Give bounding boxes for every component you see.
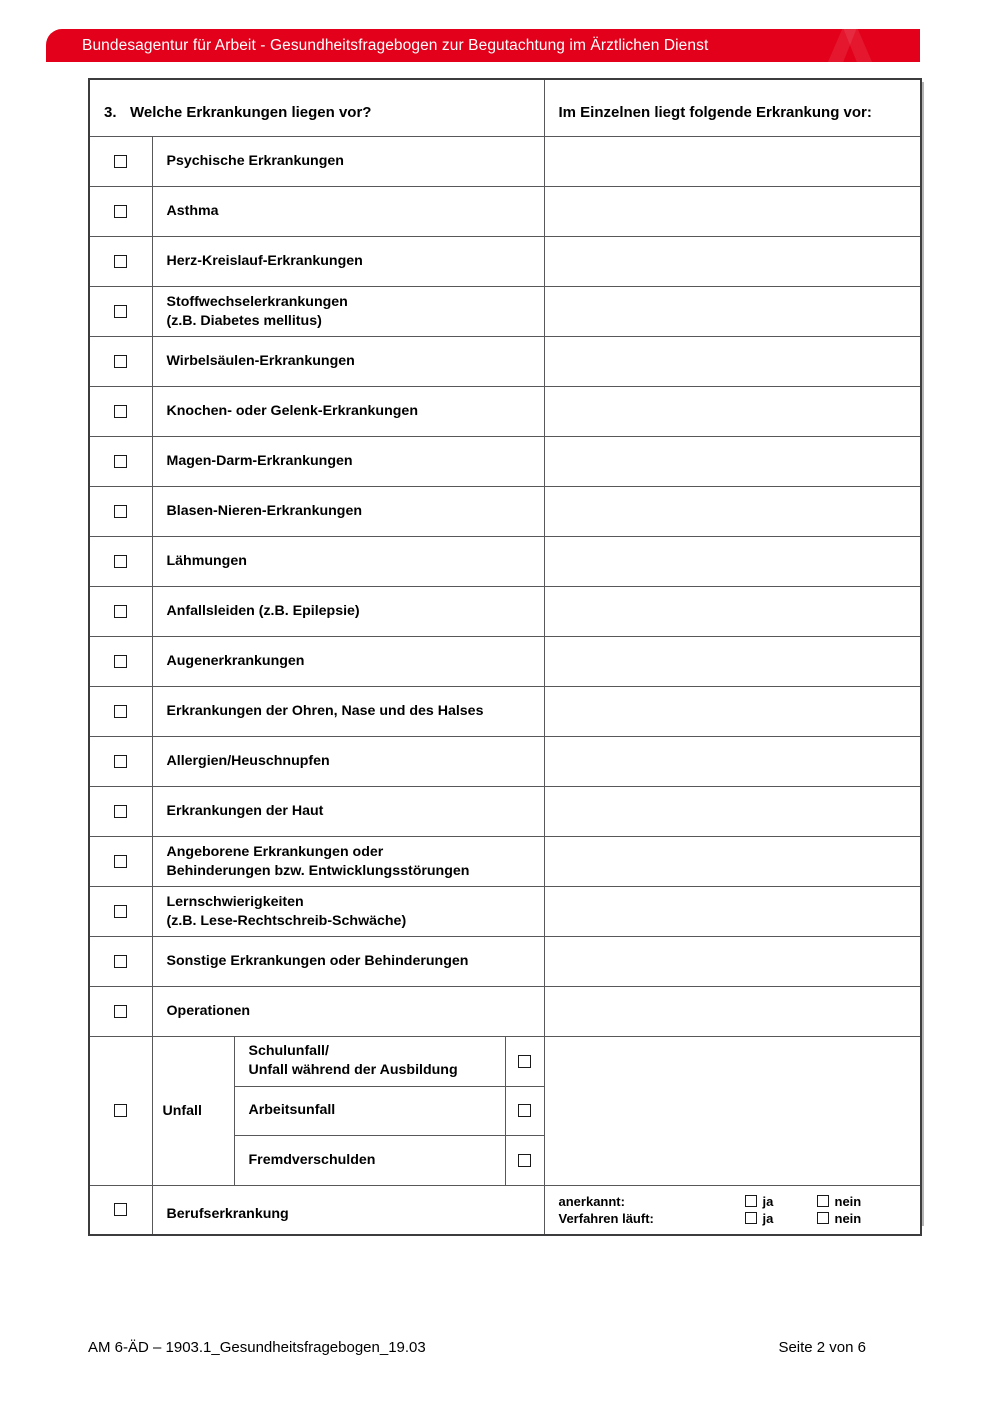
illness-label: Blasen-Nieren-Erkrankungen <box>166 503 363 520</box>
option-no-verfahren[interactable] <box>817 1210 911 1227</box>
label-cell <box>152 837 544 887</box>
empty-checkbox-icon[interactable] <box>114 155 127 168</box>
accident-group-cell <box>152 1037 544 1186</box>
illness-label: Erkrankungen der Ohren, Nase und des Halses <box>166 703 484 720</box>
label-cell <box>152 287 544 337</box>
checkbox-cell-stoffwechsel[interactable] <box>89 287 152 337</box>
label-cell <box>152 937 544 987</box>
detail-input-cell[interactable] <box>544 837 921 887</box>
option-question: Verfahren läuft: <box>558 1211 654 1226</box>
empty-checkbox-icon[interactable] <box>114 855 127 868</box>
checkbox-cell-berufserkrankung[interactable] <box>89 1186 152 1236</box>
illness-label: Sonstige Erkrankungen oder Behinderungen <box>166 953 469 970</box>
table-row <box>89 187 921 237</box>
table-row <box>89 937 921 987</box>
empty-checkbox-icon[interactable] <box>518 1055 531 1068</box>
empty-checkbox-icon[interactable] <box>114 755 127 768</box>
table-row <box>89 837 921 887</box>
question-title: Welche Erkrankungen liegen vor? <box>130 104 372 121</box>
table-row <box>89 687 921 737</box>
illness-label: Lähmungen <box>166 553 247 570</box>
detail-input-cell[interactable] <box>544 687 921 737</box>
detail-column-header-cell <box>544 79 921 137</box>
empty-checkbox-icon[interactable] <box>114 805 127 818</box>
empty-checkbox-icon[interactable] <box>114 255 127 268</box>
accident-sub-label-cell <box>235 1135 506 1185</box>
empty-checkbox-icon[interactable] <box>114 1203 127 1216</box>
accident-sub-checkbox-cell-arbeitsunfall[interactable] <box>505 1086 544 1135</box>
illness-label: Knochen- oder Gelenk-Erkrankungen <box>166 403 418 420</box>
accident-sub-label-cell <box>235 1037 506 1086</box>
empty-checkbox-icon[interactable] <box>817 1212 829 1224</box>
table-row <box>89 637 921 687</box>
illness-label: Magen-Darm-Erkrankungen <box>166 453 353 470</box>
illness-label-line2: Behinderungen bzw. Entwicklungsstörungen <box>166 862 470 879</box>
accident-sub-label: Fremdverschulden <box>248 1151 376 1168</box>
label-cell <box>152 787 544 837</box>
table-row <box>89 587 921 637</box>
label-cell <box>152 337 544 387</box>
illness-label: Augenerkrankungen <box>166 653 305 670</box>
label-cell <box>152 437 544 487</box>
empty-checkbox-icon[interactable] <box>114 1104 127 1117</box>
checkbox-cell-haut[interactable] <box>89 787 152 837</box>
empty-checkbox-icon[interactable] <box>114 205 127 218</box>
illness-label: Wirbelsäulen-Erkrankungen <box>166 353 355 370</box>
empty-checkbox-icon[interactable] <box>518 1154 531 1167</box>
illness-form-table <box>88 78 922 1236</box>
detail-input-cell[interactable] <box>544 637 921 687</box>
header-title: Bundesagentur für Arbeit - Gesundheitsfragebogen zur Begutachtung im Ärztlichen Dienst <box>82 36 709 54</box>
table-row <box>89 737 921 787</box>
document-id: AM 6-ÄD – 1903.1_Gesundheitsfragebogen_19.03 <box>88 1339 426 1356</box>
detail-input-cell[interactable] <box>544 987 921 1037</box>
empty-checkbox-icon[interactable] <box>114 605 127 618</box>
empty-checkbox-icon[interactable] <box>817 1195 829 1207</box>
checkbox-cell-allergien[interactable] <box>89 737 152 787</box>
detail-input-cell[interactable] <box>544 487 921 537</box>
empty-checkbox-icon[interactable] <box>114 355 127 368</box>
option-row-anerkannt <box>559 1193 911 1210</box>
checkbox-cell-anfallsleiden[interactable] <box>89 587 152 637</box>
occupational-disease-options-cell <box>544 1186 921 1236</box>
label-cell <box>152 187 544 237</box>
label-cell <box>152 237 544 287</box>
checkbox-cell-knochen-gelenk[interactable] <box>89 387 152 437</box>
occupational-disease-label-cell <box>152 1186 544 1236</box>
ba-logo-a-watermark <box>792 29 912 62</box>
empty-checkbox-icon[interactable] <box>114 405 127 418</box>
empty-checkbox-icon[interactable] <box>114 305 127 318</box>
detail-input-cell[interactable] <box>544 537 921 587</box>
option-yes-label: ja <box>762 1194 774 1209</box>
table-row <box>89 987 921 1037</box>
checkbox-cell-laehmungen[interactable] <box>89 537 152 587</box>
empty-checkbox-icon[interactable] <box>745 1212 757 1224</box>
detail-input-cell[interactable] <box>544 937 921 987</box>
illness-label: Allergien/Heuschnupfen <box>166 753 330 770</box>
option-yes-anerkannt[interactable] <box>745 1193 817 1210</box>
table-row <box>89 887 921 937</box>
option-no-label: nein <box>834 1194 862 1209</box>
table-row <box>89 337 921 387</box>
illness-label-line2: (z.B. Diabetes mellitus) <box>166 312 322 329</box>
accident-group-label-cell <box>153 1037 235 1185</box>
occupational-disease-row <box>89 1186 921 1236</box>
detail-input-cell[interactable] <box>544 437 921 487</box>
empty-checkbox-icon[interactable] <box>518 1104 531 1117</box>
checkbox-cell-unfall[interactable] <box>89 1037 152 1186</box>
option-no-label: nein <box>834 1211 862 1226</box>
detail-input-cell[interactable] <box>544 287 921 337</box>
detail-input-cell[interactable] <box>544 237 921 287</box>
option-question: anerkannt: <box>558 1194 625 1209</box>
page-number: Seite 2 von 6 <box>778 1339 866 1356</box>
table-row <box>89 287 921 337</box>
detail-input-cell[interactable] <box>544 337 921 387</box>
label-cell <box>152 537 544 587</box>
checkbox-cell-herz-kreislauf[interactable] <box>89 237 152 287</box>
checkbox-cell-asthma[interactable] <box>89 187 152 237</box>
label-cell <box>152 887 544 937</box>
table-row <box>89 487 921 537</box>
empty-checkbox-icon[interactable] <box>114 655 127 668</box>
label-cell <box>152 687 544 737</box>
accident-sub-checkbox-cell-fremdverschulden[interactable] <box>505 1135 544 1185</box>
question-number: 3. <box>104 104 117 121</box>
illness-label: Herz-Kreislauf-Erkrankungen <box>166 253 363 270</box>
checkbox-cell-sonstige[interactable] <box>89 937 152 987</box>
page-footer <box>88 1339 920 1356</box>
table-body <box>89 79 921 1235</box>
detail-input-cell[interactable] <box>544 887 921 937</box>
table-row <box>89 387 921 437</box>
table-row <box>89 787 921 837</box>
label-cell <box>152 587 544 637</box>
checkbox-cell-wirbelsaeulen[interactable] <box>89 337 152 387</box>
checkbox-cell-blasen-nieren[interactable] <box>89 487 152 537</box>
illness-label: Operationen <box>166 1003 251 1020</box>
detail-input-cell[interactable] <box>544 587 921 637</box>
checkbox-cell-ohren-nase-hals[interactable] <box>89 687 152 737</box>
table-row <box>89 537 921 587</box>
illness-label: Anfallsleiden (z.B. Epilepsie) <box>166 603 360 620</box>
accident-sub-label-cell <box>235 1086 506 1135</box>
occupational-disease-label: Berufserkrankung <box>166 1206 289 1222</box>
illness-label: Lernschwierigkeiten <box>166 893 304 910</box>
question-header-cell <box>89 79 544 137</box>
empty-checkbox-icon[interactable] <box>114 1005 127 1018</box>
checkbox-cell-psychische[interactable] <box>89 137 152 187</box>
accident-sub-label: Schulunfall/ <box>248 1043 329 1060</box>
illness-label: Psychische Erkrankungen <box>166 153 344 170</box>
label-cell <box>152 987 544 1037</box>
detail-input-cell[interactable] <box>544 387 921 437</box>
illness-label-line2: (z.B. Lese-Rechtschreib-Schwäche) <box>166 912 407 929</box>
detail-input-cell[interactable] <box>544 187 921 237</box>
accident-sub-label: Arbeitsunfall <box>248 1102 336 1119</box>
accident-sub-label-line2: Unfall während der Ausbildung <box>248 1062 458 1079</box>
option-no-anerkannt[interactable] <box>817 1193 911 1210</box>
empty-checkbox-icon[interactable] <box>114 505 127 518</box>
illness-label: Angeborene Erkrankungen oder <box>166 843 384 860</box>
checkbox-cell-magen-darm[interactable] <box>89 437 152 487</box>
illness-label: Stoffwechselerkrankungen <box>166 293 348 310</box>
checkbox-cell-operationen[interactable] <box>89 987 152 1037</box>
empty-checkbox-icon[interactable] <box>114 555 127 568</box>
page-header-banner <box>46 29 920 62</box>
label-cell <box>152 737 544 787</box>
table-row <box>89 137 921 187</box>
checkbox-cell-angeborene[interactable] <box>89 837 152 887</box>
accident-group-label: Unfall <box>162 1102 202 1119</box>
label-cell <box>152 137 544 187</box>
option-row-verfahren <box>559 1210 911 1227</box>
occupational-disease-options-grid <box>559 1193 911 1227</box>
detail-input-cell[interactable] <box>544 787 921 837</box>
option-yes-label: ja <box>762 1211 774 1226</box>
empty-checkbox-icon[interactable] <box>745 1195 757 1207</box>
detail-input-cell[interactable] <box>544 737 921 787</box>
checkbox-cell-lernschwierigkeiten[interactable] <box>89 887 152 937</box>
accident-sub-checkbox-cell-schulunfall[interactable] <box>505 1037 544 1086</box>
empty-checkbox-icon[interactable] <box>114 705 127 718</box>
checkbox-cell-augen[interactable] <box>89 637 152 687</box>
illness-label: Erkrankungen der Haut <box>166 803 324 820</box>
detail-input-cell-unfall[interactable] <box>544 1037 921 1186</box>
accident-sub-row <box>89 1037 921 1186</box>
option-yes-verfahren[interactable] <box>745 1210 817 1227</box>
detail-column-header-text: Im Einzelnen liegt folgende Erkrankung vor: <box>558 104 872 121</box>
table-header-row <box>89 79 921 137</box>
label-cell <box>152 637 544 687</box>
label-cell <box>152 487 544 537</box>
empty-checkbox-icon[interactable] <box>114 905 127 918</box>
detail-input-cell[interactable] <box>544 137 921 187</box>
label-cell <box>152 387 544 437</box>
table-row <box>89 237 921 287</box>
empty-checkbox-icon[interactable] <box>114 955 127 968</box>
empty-checkbox-icon[interactable] <box>114 455 127 468</box>
illness-label: Asthma <box>166 203 219 220</box>
table-row <box>89 437 921 487</box>
